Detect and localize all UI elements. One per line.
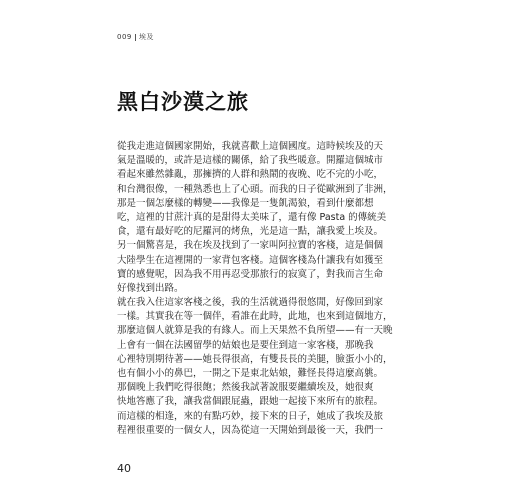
body-line: 程裡很重要的一個女人，因為從這一天開始到最後一天，我們一	[117, 424, 384, 436]
body-line: 也有個小小的鼻巴，一開之下是東北姑娘，難怪長得這麼高䠷。	[117, 368, 384, 379]
body-line: 從我走進這個國家開始，我就喜歡上這個國度。這時候埃及的天	[117, 141, 384, 152]
body-line: 就在我入住這家客棧之後，我的生活就過得很悠閒，好像回到家	[117, 297, 384, 309]
body-line: 那個晚上我們吃得很飽；然後我試著說服要繼續埃及，她很爽	[117, 382, 374, 394]
body-line: 好像找到出路。	[117, 282, 184, 294]
body-line: 上會有一個在法國留學的姑娘也是要住到這一家客棧，那晚我	[117, 339, 374, 351]
body-line: 那麼這個人就算是我的有緣人。而上天果然不負所望——有一天晚	[117, 325, 393, 337]
chapter-name: 埃及	[138, 33, 154, 41]
body-line: 寶的感覺呢，因為我不用再忍受那旅行的寂寞了，對我而言生命	[117, 268, 384, 280]
body-text	[117, 140, 407, 438]
body-line: 食，還有最好吃的尼羅河的烤魚，光是這一點，讓我愛上埃及。	[117, 226, 384, 238]
body-line: 和台灣很像，一種熟悉也上了心頭。而我的日子從歐洲到了非洲，	[117, 183, 393, 195]
running-header	[117, 32, 154, 42]
body-line: 吃，這裡的甘蔗汁真的是甜得太美味了，還有像 Pasta 的傳統美	[117, 211, 387, 223]
body-line: 快地答應了我，讓我當個跟屁蟲，跟她一起接下來所有的旅程。	[117, 396, 384, 408]
header-separator	[135, 34, 136, 41]
body-line: 另一個驚喜是，我在埃及找到了一家叫阿拉寶的客棧，這是個個	[117, 240, 384, 252]
body-line: 那是一個怎麼樣的轉變——我像是一隻飢渴狼，看到什麼都想	[117, 197, 374, 209]
body-line: 而這樣的相逢，來的有點巧妙，接下來的日子，她成了我埃及旅	[117, 410, 384, 422]
body-line: 看起來雖然雜亂，那擁擠的人群和熱鬧的夜晚、吃不完的小吃，	[117, 169, 384, 181]
body-line: 一樣。其實我在等一個伴，看誰在此時，此地，也來到這個地方，	[117, 311, 393, 323]
chapter-number: 009	[117, 33, 132, 41]
page-number: 40	[117, 462, 131, 475]
body-line: 大陸學生在這裡開的一家背包客棧。這個客棧為什讓我有如獲至	[117, 254, 384, 266]
body-line: 氣是溫暖的，或許是這樣的關係，給了我些暖意。開羅這個城市	[117, 155, 384, 167]
article-title: 黑白沙漠之旅	[117, 90, 249, 114]
body-line: 心裡特別期待著——她長得很高，有雙長長的美腿，臉蛋小小的，	[117, 353, 393, 365]
